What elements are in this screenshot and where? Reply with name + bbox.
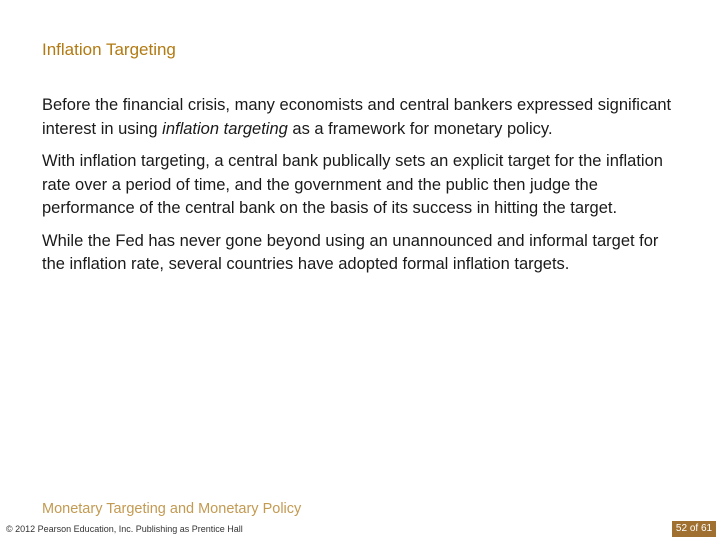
paragraph-1-start: Before the financial crisis, many economists and central bankers expressed significant interest in using xyxy=(42,96,672,138)
slide-title: Inflation Targeting xyxy=(42,40,176,59)
paragraph-1-end: as a framework for monetary policy. xyxy=(287,119,553,138)
paragraph-1-emphasis: inflation targeting xyxy=(162,119,288,138)
chapter-title: Monetary Targeting and Monetary Policy xyxy=(42,501,302,517)
page-number-badge: 52 of 61 xyxy=(672,521,716,537)
paragraph-3: While the Fed has never gone beyond using an unannounced and informal target for the inflation rate, several countries have adopted formal inflation targets. xyxy=(42,231,659,273)
slide-body xyxy=(42,94,682,286)
paragraph-1 xyxy=(42,94,682,141)
paragraph-2: With inflation targeting, a central bank publically sets an explicit target for the inflation rate over a period of time, and the government and the public then judge the performance of the central bank on the basis of its success in hitting the target. xyxy=(42,152,663,217)
copyright-notice: © 2012 Pearson Education, Inc. Publishing as Prentice Hall xyxy=(6,524,243,534)
